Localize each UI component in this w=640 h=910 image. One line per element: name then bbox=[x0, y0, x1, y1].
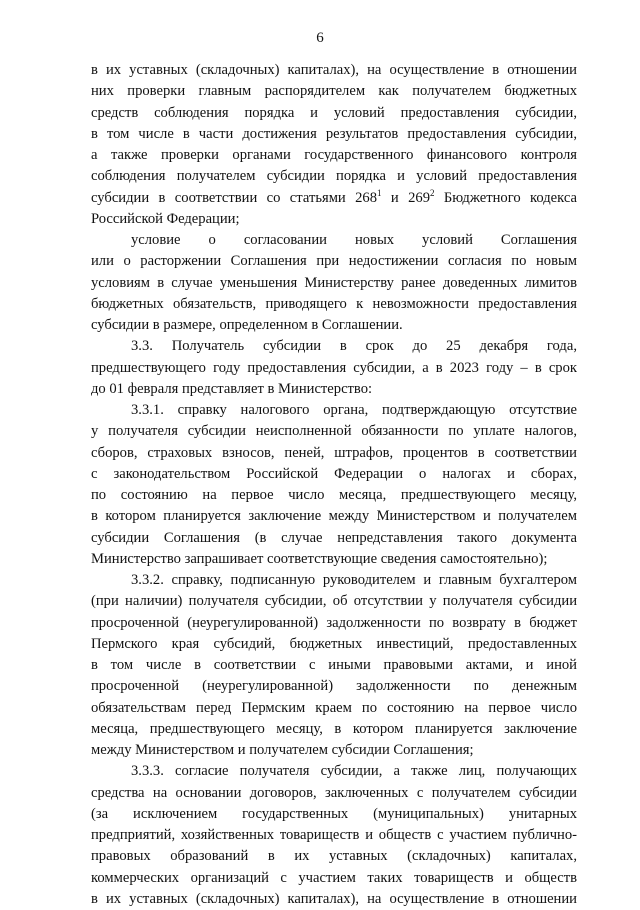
text-line: бюджетных обязательств, приводящего к невозможности предоставления bbox=[91, 295, 577, 312]
text-line: в том числе в части достижения результатов предоставления субсидии, bbox=[91, 125, 577, 142]
text-line: предприятий, хозяйственных товариществ и обществ с участием публично- bbox=[91, 827, 577, 843]
text-line: (при наличии) получателя субсидии, об отсутствии у получателя субсидии bbox=[91, 593, 577, 610]
text-line: между Министерством и получателем субсидии Соглашения; bbox=[91, 742, 474, 758]
text-line: 3.3.1. справку налогового органа, подтверждающую отсутствие bbox=[131, 402, 577, 418]
text-line: условиям в случае уменьшения Министерству ранее доведенных лимитов bbox=[91, 274, 577, 291]
text-line: у получателя субсидии неисполненной обязанности по уплате налогов, bbox=[91, 423, 577, 440]
text-line: предшествующего году предоставления субсидии, а в 2023 году – в срок bbox=[91, 359, 577, 376]
text-line: соблюдения получателем субсидии порядка и условий предоставления bbox=[91, 168, 577, 185]
text-line: (за исключением государственных (муниципальных) унитарных bbox=[91, 805, 577, 822]
page-number: 6 bbox=[316, 30, 324, 46]
text-line: 3.3.2. справку, подписанную руководителем и главным бухгалтером bbox=[131, 572, 577, 588]
text-line: 3.3. Получатель субсидии в срок до 25 декабря года, bbox=[131, 338, 577, 355]
text-line: субсидии в размере, определенном в Соглашении. bbox=[91, 317, 403, 333]
text-line: субсидии Соглашения (в случае непредставления такого документа bbox=[91, 529, 577, 546]
text-line: коммерческих организаций с участием таких товариществ и обществ bbox=[91, 869, 577, 886]
text-line: Министерство запрашивает соответствующие сведения самостоятельно); bbox=[91, 550, 548, 567]
body-text bbox=[91, 60, 577, 910]
text-line: 3.3.3. согласие получателя субсидии, а также лиц, получающих bbox=[131, 763, 577, 780]
text-line: субсидии в соответствии со статьями $268^1$ и $269^2$ Бюджетного кодекса bbox=[91, 187, 577, 206]
text-line: в котором планируется заключение между Министерством и получателем bbox=[91, 508, 577, 525]
text-line: правовых образований в их уставных (складочных) капиталах, bbox=[91, 848, 577, 865]
text-line: с законодательством Российской Федерации о налогах и сборах, bbox=[91, 465, 577, 482]
text-line: средств соблюдения порядка и условий предоставления субсидии, bbox=[91, 104, 577, 121]
text-line: в том числе в соответствии с иными правовыми актами, и иной bbox=[91, 657, 577, 673]
text-line: средства на основании договоров, заключенных с получателем субсидии bbox=[91, 784, 577, 801]
text-line: обязательствам перед Пермским краем по состоянию на первое число bbox=[91, 699, 577, 716]
text-line: а также проверки органами государственного финансового контроля bbox=[91, 147, 577, 163]
text-line: в их уставных (складочных) капиталах), на осуществление в отношении bbox=[91, 890, 577, 907]
text-line: них проверки главным распорядителем как получателем бюджетных bbox=[91, 83, 577, 100]
text-line: условие о согласовании новых условий Соглашения bbox=[131, 232, 577, 248]
text-line: просроченной (неурегулированной) задолженности по возврату в бюджет bbox=[91, 614, 577, 631]
text-line: сборов, страховых взносов, пеней, штрафов, процентов в соответствии bbox=[91, 444, 577, 461]
text-line: по состоянию на первое число месяца, предшествующего месяцу, bbox=[91, 487, 577, 503]
text-line: Пермского края субсидий, бюджетных инвестиций, предоставленных bbox=[91, 635, 577, 652]
text-line: до 01 февраля представляет в Министерство: bbox=[91, 380, 373, 397]
text-line: в их уставных (складочных) капиталах), на осуществление в отношении bbox=[91, 62, 577, 78]
text-line: Российской Федерации; bbox=[91, 210, 240, 227]
text-line: просроченной (неурегулированной) задолженности по денежным bbox=[91, 678, 577, 695]
text-line: или о расторжении Соглашения при недостижении согласия по новым bbox=[91, 253, 577, 270]
text-line: месяца, предшествующего месяцу, в котором планируется заключение bbox=[91, 720, 577, 737]
